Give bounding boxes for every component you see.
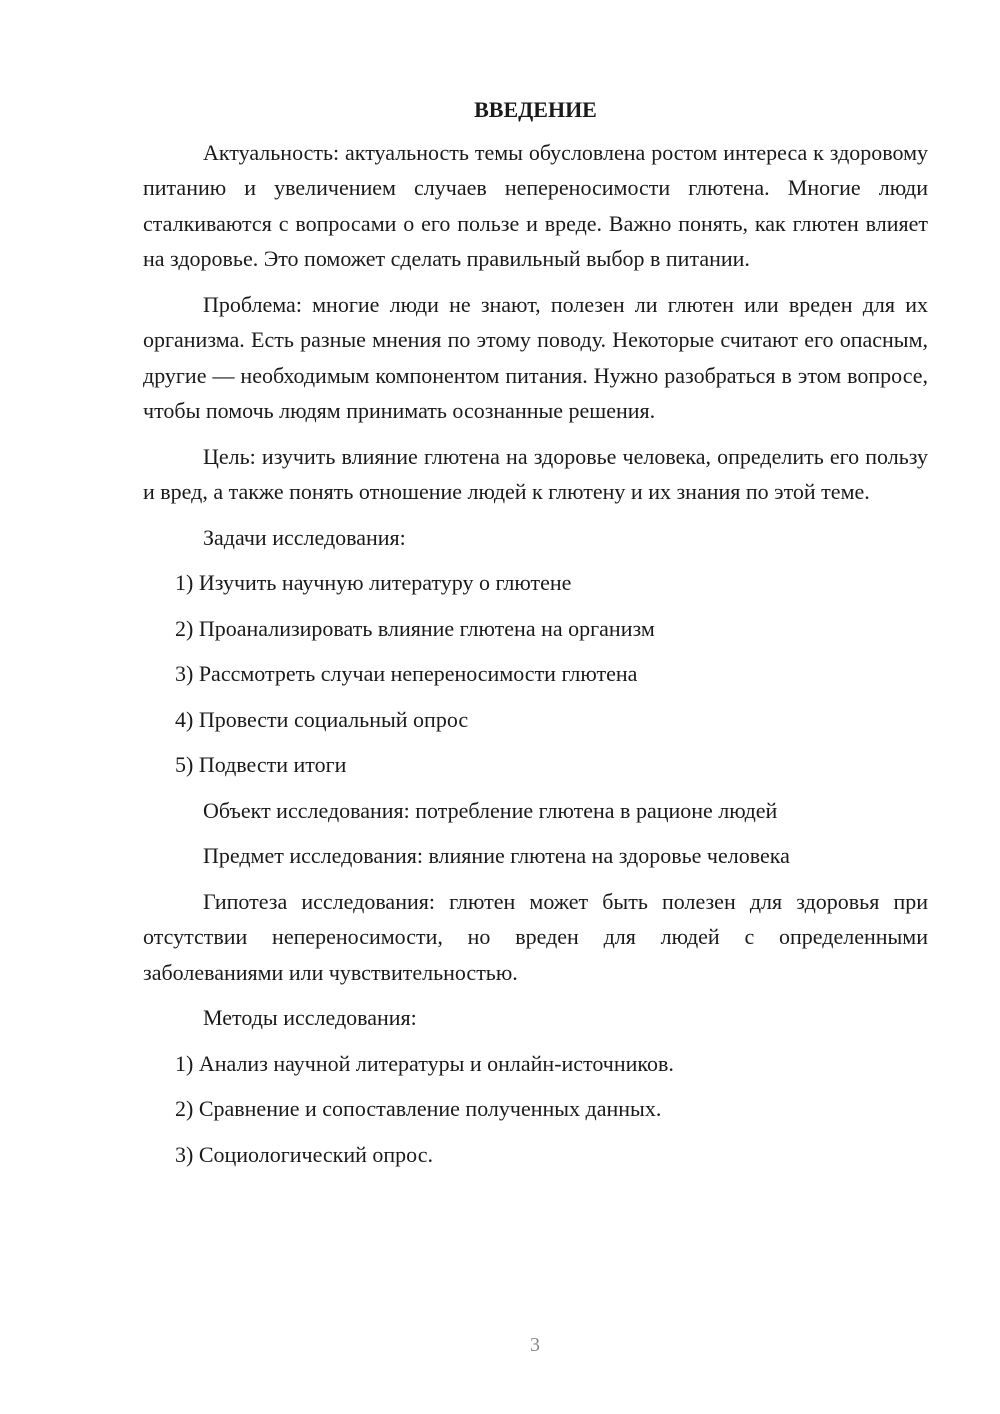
relevance-paragraph: Актуальность: актуальность темы обусловлена ростом интереса к здоровому питанию и увеличением случаев непереносимости глютена. Многие люди сталкиваются с вопросами о его пользе и вреде. Важно понять, как глютен влияет на здоровье. Это поможет сделать правильный выбор в питании. [143,139,928,271]
page-number: 3 [530,1334,540,1356]
problem-paragraph: Проблема: многие люди не знают, полезен ли глютен или вреден для их организма. Есть разные мнения по этому поводу. Некоторые считают его опасным, другие — необходимым компонентом питания. Нужно разобраться в этом вопросе, чтобы помочь людям принимать осознанные решения. [143,291,928,423]
tasks-list [143,565,928,783]
method-item: 2) Сравнение и сопоставление полученных данных. [175,1096,662,1121]
research-subject: Предмет исследования: влияние глютена на здоровье человека [203,843,790,868]
tasks-heading: Задачи исследования: [203,524,406,550]
document-page [143,92,928,1182]
task-item: 4) Провести социальный опрос [175,706,469,732]
task-item: 1) Изучить научную литературу о глютене [175,570,572,595]
methods-heading: Методы исследования: [203,1005,417,1030]
hypothesis-paragraph: Гипотеза исследования: глютен может быть полезен для здоровья при отсутствии непереносимости, но вреден для людей с определенными заболеваниями или чувствительностью. [143,888,928,985]
goal-paragraph: Цель: изучить влияние глютена на здоровье человека, определить его пользу и вред, а также понять отношение людей к глютену и их знания по этой теме. [143,443,928,504]
task-item: 5) Подвести итоги [175,752,347,777]
section-title: ВВЕДЕНИЕ [474,97,597,122]
task-item: 3) Рассмотреть случаи непереносимости глютена [175,661,638,686]
method-item: 3) Социологический опрос. [175,1141,433,1167]
task-item: 2) Проанализировать влияние глютена на организм [175,615,655,641]
method-item: 1) Анализ научной литературы и онлайн-источников. [175,1050,674,1076]
research-object: Объект исследования: потребление глютена в рационе людей [203,797,778,823]
methods-list [143,1046,928,1173]
